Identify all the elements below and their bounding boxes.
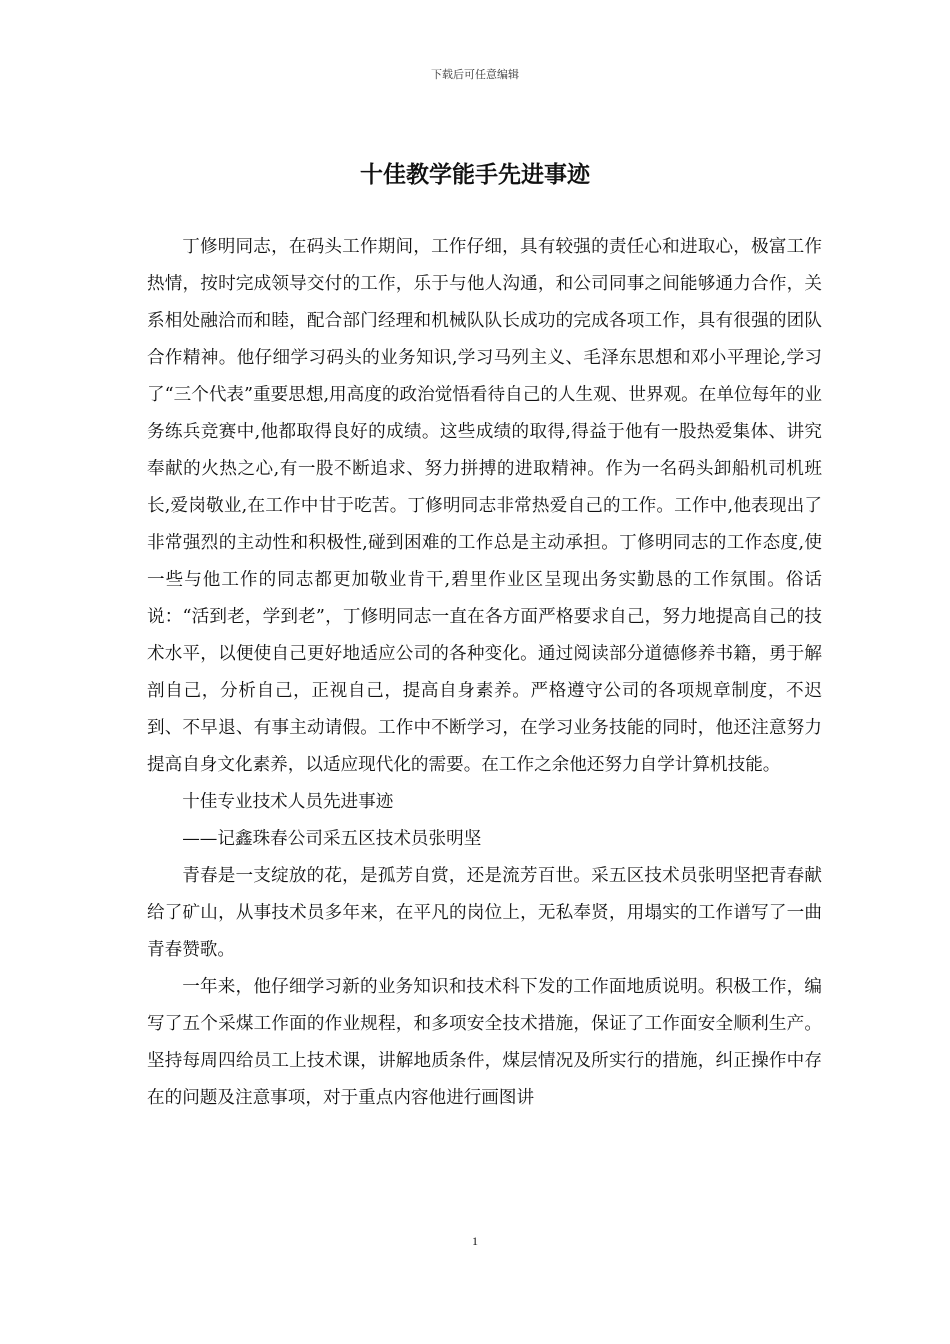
document-body: [147, 229, 822, 1117]
paragraph-youth: 青春是一支绽放的花，是孤芳自赏，还是流芳百世。采五区技术员张明坚把青春献给了矿山，从事技术员多年来，在平凡的岗位上，无私奉贤，用塌实的工作谱写了一曲青春赞歌。: [147, 866, 822, 960]
header-note: 下载后可任意编辑: [431, 68, 519, 81]
paragraph-year-review: 一年来，他仔细学习新的业务知识和技术科下发的工作面地质说明。积极工作，编写了五个采煤工作面的作业规程，和多项安全技术措施，保证了工作面安全顺利生产。坚持每周四给员工上技术课，讲解地质条件，煤层情况及所实行的措施，纠正操作中存在的问题及注意事项，对于重点内容他进行画图讲: [147, 977, 822, 1108]
subheading-byline: ——记鑫珠春公司采五区技术员张明坚: [182, 829, 482, 849]
document-title: 十佳教学能手先进事迹: [360, 162, 590, 188]
subheading-technical-staff: 十佳专业技术人员先进事迹: [182, 792, 394, 812]
page-number: 1: [472, 1234, 478, 1248]
paragraph-ding-xiuming: 丁修明同志，在码头工作期间，工作仔细，具有较强的责任心和进取心，极富工作热情，按时完成领导交付的工作，乐于与他人沟通，和公司同事之间能够通力合作，关系相处融洽而和睦，配合部门经理和机械队队长成功的完成各项工作，具有很强的团队合作精神。他仔细学习码头的业务知识,学习马列主义、毛泽东思想和邓小平理论,学习了“三个代表”重要思想,用高度的政治觉悟看待自己的人生观、世界观。在单位每年的业务练兵竞赛中,他都取得良好的成绩。这些成绩的取得,得益于他有一股热爱集体、讲究奉献的火热之心,有一股不断追求、努力拼搏的进取精神。作为一名码头卸船机司机班长,爱岗敬业,在工作中甘于吃苦。丁修明同志非常热爱自己的工作。工作中,他表现出了非常强烈的主动性和积极性,碰到困难的工作总是主动承担。丁修明同志的工作态度,使一些与他工作的同志都更加敬业肯干,碧里作业区呈现出务实勤恳的工作氛围。俗话说：“活到老，学到老”，丁修明同志一直在各方面严格要求自己，努力地提高自己的技术水平，以便使自己更好地适应公司的各种变化。通过阅读部分道德修养书籍，勇于解剖自己，分析自己，正视自己，提高自身素养。严格遵守公司的各项规章制度，不迟到、不早退、有事主动请假。工作中不断学习，在学习业务技能的同时，他还注意努力提高自身文化素养，以适应现代化的需要。在工作之余他还努力自学计算机技能。: [147, 237, 822, 775]
